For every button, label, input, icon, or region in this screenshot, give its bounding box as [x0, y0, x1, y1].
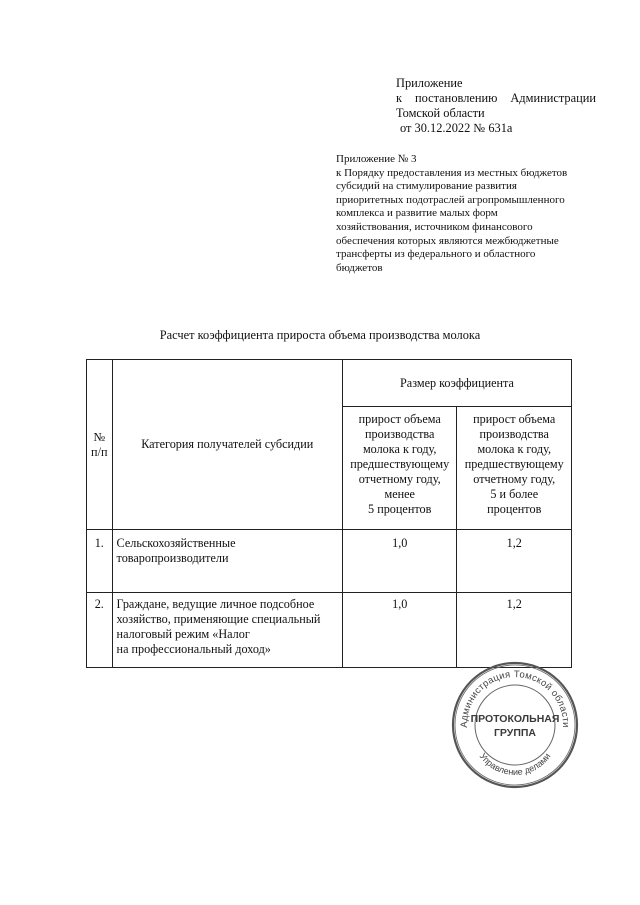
- annex-block: [336, 153, 604, 275]
- header-line-date: от 30.12.2022 № 631а: [400, 121, 513, 135]
- annex-line: комплекса и развитие малых форм: [336, 207, 498, 220]
- annex-line: бюджетов: [336, 261, 383, 274]
- header-word-resolution: постановлению: [414, 91, 498, 105]
- sub-a-line: отчетному году,: [358, 472, 441, 486]
- sub-b-line: процентов: [487, 502, 542, 516]
- sub-b-line: молока к году,: [477, 442, 551, 456]
- approval-header: [396, 76, 626, 136]
- row-coef-5-or-more: 1,2: [457, 593, 572, 668]
- sub-a-line: производства: [365, 427, 435, 441]
- official-stamp: [450, 660, 580, 790]
- header-col-coefficient: Размер коэффициента: [342, 360, 571, 407]
- coefficient-table: [86, 359, 572, 668]
- header-line-resolution: [396, 91, 596, 106]
- document-title: Расчет коэффициента прироста объема производства молока: [159, 328, 481, 342]
- row-number: 1.: [87, 530, 113, 593]
- category-line: Граждане, ведущие личное подсобное: [116, 597, 315, 611]
- header-num-abbr: п/п: [91, 444, 108, 459]
- header-line-region: Томской области: [396, 106, 485, 120]
- category-line: товаропроизводители: [116, 551, 229, 565]
- category-line: на профессиональный доход»: [116, 642, 271, 656]
- sub-b-line: производства: [479, 427, 549, 441]
- row-category: [112, 530, 342, 593]
- row-coef-5-or-more: 1,2: [457, 530, 572, 593]
- sub-b-line: 5 и более: [490, 487, 539, 501]
- stamp-center-line1: ПРОТОКОЛЬНАЯ: [470, 713, 560, 725]
- stamp-bottom-text: Управление делами: [477, 751, 553, 778]
- header-num-symbol: №: [93, 429, 106, 444]
- header-word-k: к: [396, 91, 403, 105]
- annex-line: приоритетных подотраслей агропромышленного: [336, 193, 565, 206]
- table-row: [87, 593, 572, 668]
- header-col-number: [87, 360, 113, 530]
- annex-line: трансферты из федерального и областного: [336, 248, 536, 261]
- table-row: [87, 530, 572, 593]
- sub-a-line: предшествующему: [350, 457, 450, 471]
- header-sub-5-or-more: [457, 407, 572, 530]
- stamp-outer-ring-inner: [455, 665, 575, 785]
- stamp-inner-ring: [475, 685, 555, 765]
- sub-b-line: предшествующему: [464, 457, 564, 471]
- sub-b-line: прирост объема: [473, 412, 556, 426]
- annex-line: хозяйствования, источником финансового: [336, 220, 533, 233]
- annex-line: субсидий на стимулирование развития: [336, 180, 517, 193]
- header-col-category: Категория получателей субсидии: [112, 360, 342, 530]
- category-line: хозяйство, применяющие специальный: [116, 612, 321, 626]
- header-word-administration: Администрации: [510, 91, 596, 105]
- header-sub-less-5: [342, 407, 457, 530]
- sub-b-line: отчетному году,: [473, 472, 556, 486]
- stamp-ring-text: Администрация Томской области: [458, 668, 572, 728]
- sub-a-line: прирост объема: [358, 412, 441, 426]
- sub-a-line: 5 процентов: [368, 502, 432, 516]
- row-category: [112, 593, 342, 668]
- sub-a-line: менее: [384, 487, 415, 501]
- row-number: 2.: [87, 593, 113, 668]
- annex-title: Приложение № 3: [336, 153, 417, 165]
- category-line: Сельскохозяйственные: [116, 536, 236, 550]
- category-line: налоговый режим «Налог: [116, 627, 250, 641]
- stamp-center-line2: ГРУППА: [493, 727, 537, 739]
- row-coef-less-5: 1,0: [342, 593, 457, 668]
- sub-a-line: молока к году,: [362, 442, 437, 456]
- header-line-appendix: Приложение: [396, 76, 463, 90]
- annex-line: обеспечения которых являются межбюджетные: [336, 234, 559, 247]
- row-coef-less-5: 1,0: [342, 530, 457, 593]
- annex-line: к Порядку предоставления из местных бюджетов: [336, 166, 568, 179]
